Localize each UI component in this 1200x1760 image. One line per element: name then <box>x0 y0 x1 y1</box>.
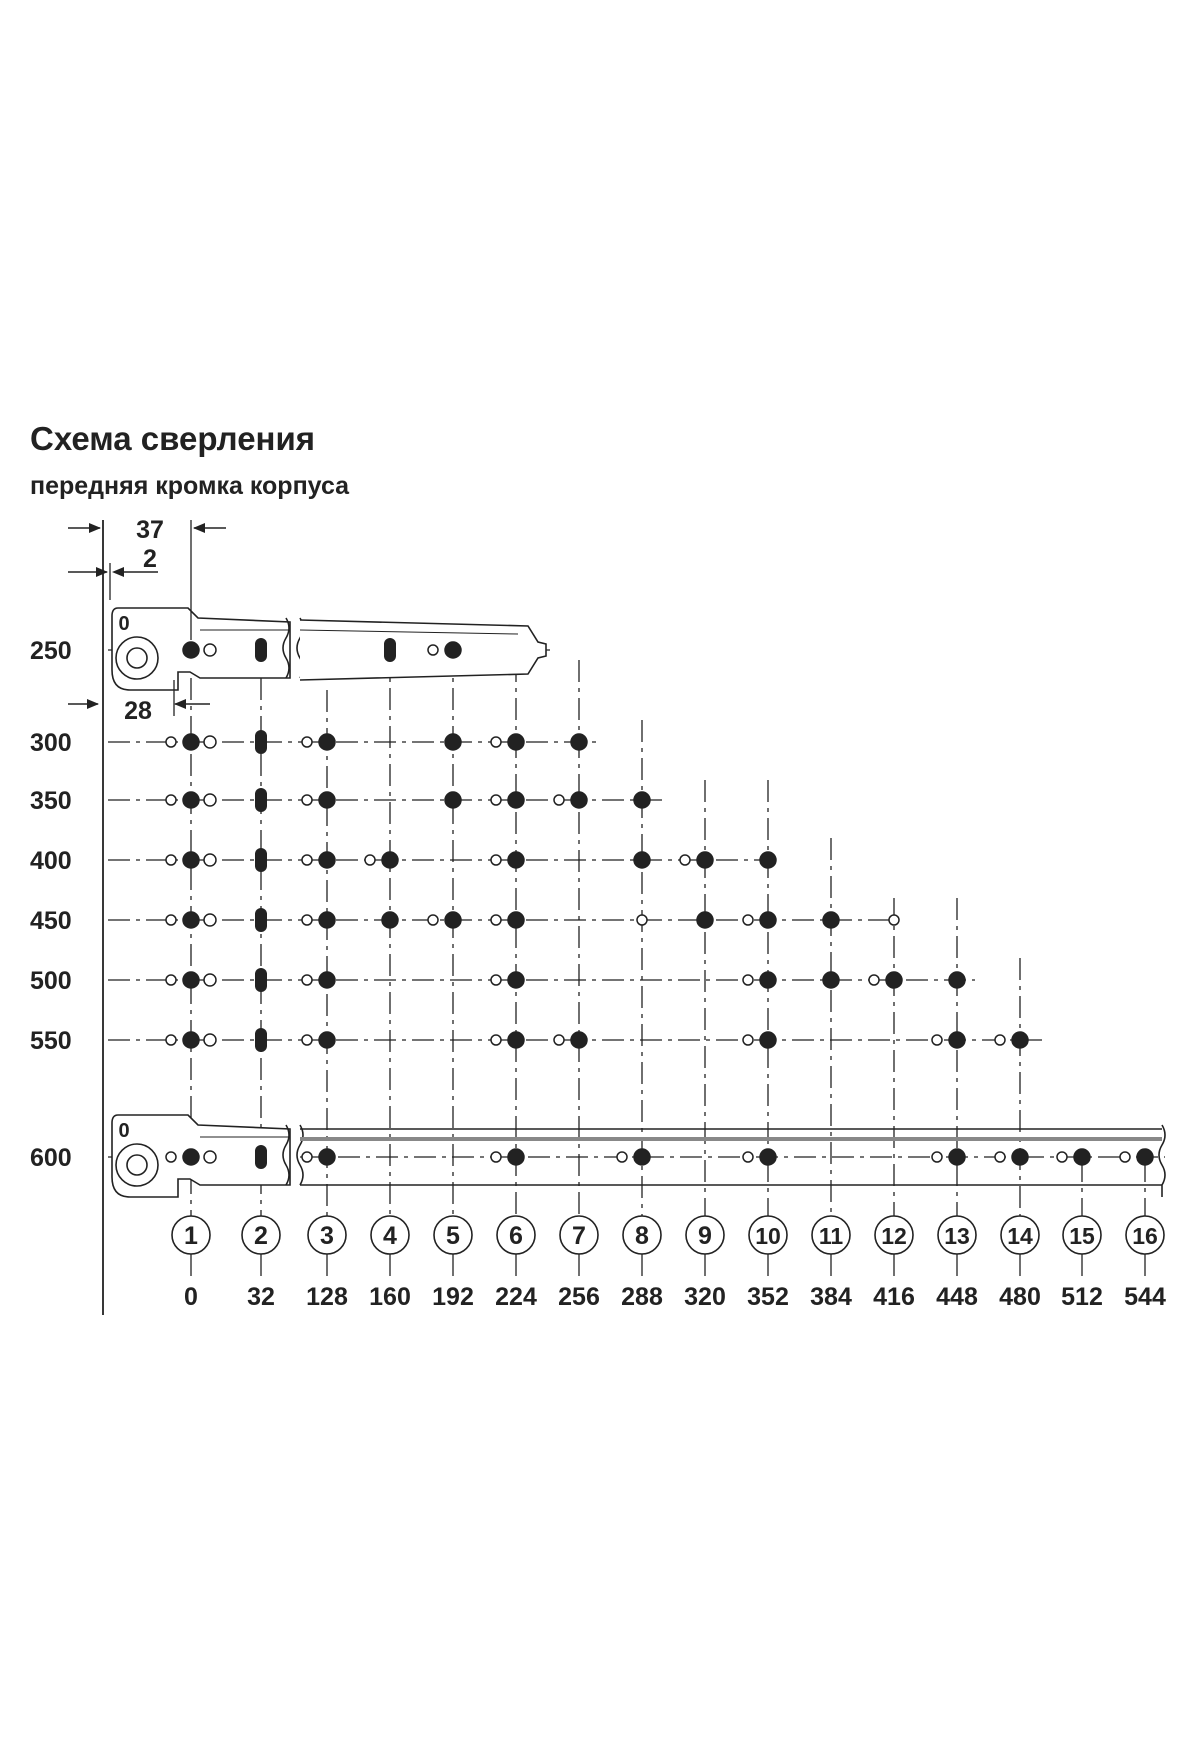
optional-hole <box>302 975 312 985</box>
drill-hole <box>382 912 398 928</box>
column-number: 10 <box>755 1223 781 1249</box>
slide-marker-label: 0 <box>118 1120 130 1142</box>
column-value: 224 <box>495 1283 537 1311</box>
optional-hole <box>554 795 564 805</box>
optional-hole <box>166 915 176 925</box>
drill-hole <box>445 792 461 808</box>
drill-hole <box>183 912 199 928</box>
optional-hole <box>869 975 879 985</box>
column-value: 512 <box>1061 1283 1103 1311</box>
drill-hole <box>1012 1149 1028 1165</box>
column-number: 6 <box>509 1222 523 1250</box>
drill-hole <box>183 792 199 808</box>
row-label: 450 <box>30 907 72 935</box>
optional-hole <box>491 975 501 985</box>
drill-hole <box>319 734 335 750</box>
optional-hole <box>491 855 501 865</box>
optional-hole <box>932 1152 942 1162</box>
slot-hole <box>255 908 267 932</box>
drill-hole <box>1137 1149 1153 1165</box>
drill-hole <box>1012 1032 1028 1048</box>
slide-outlines <box>112 608 1165 1197</box>
drill-hole <box>508 972 524 988</box>
column-number: 9 <box>698 1222 712 1250</box>
column-value: 448 <box>936 1283 978 1311</box>
drill-hole <box>508 1149 524 1165</box>
column-value: 480 <box>999 1283 1041 1311</box>
diagram-title: Схема сверления <box>30 420 316 457</box>
drill-hole <box>183 1032 199 1048</box>
drill-hole <box>183 852 199 868</box>
drill-hole <box>760 972 776 988</box>
slide-outline <box>112 608 546 690</box>
column-number: 11 <box>818 1223 844 1249</box>
drill-hole <box>634 852 650 868</box>
column-value: 352 <box>747 1283 789 1311</box>
drill-hole <box>697 912 713 928</box>
optional-hole <box>204 1151 216 1163</box>
column-number: 7 <box>572 1222 586 1250</box>
optional-hole <box>204 1034 216 1046</box>
drill-hole <box>634 792 650 808</box>
slot-hole <box>255 848 267 872</box>
drill-hole <box>445 912 461 928</box>
drill-hole <box>760 852 776 868</box>
drill-hole <box>508 852 524 868</box>
drill-hole <box>697 852 713 868</box>
optional-hole <box>428 645 438 655</box>
optional-hole <box>491 795 501 805</box>
drill-hole <box>445 642 461 658</box>
drill-hole <box>949 972 965 988</box>
column-number: 15 <box>1069 1223 1095 1249</box>
optional-hole <box>743 975 753 985</box>
column-number: 13 <box>944 1223 970 1249</box>
drill-hole <box>949 1149 965 1165</box>
drill-hole <box>319 912 335 928</box>
optional-hole <box>995 1035 1005 1045</box>
optional-hole <box>302 915 312 925</box>
optional-hole <box>166 737 176 747</box>
roller-inner <box>127 1155 147 1175</box>
holes <box>166 638 1153 1169</box>
optional-hole <box>491 737 501 747</box>
column-number: 14 <box>1007 1223 1033 1249</box>
drill-hole <box>319 972 335 988</box>
optional-hole <box>166 795 176 805</box>
optional-hole <box>365 855 375 865</box>
drill-hole <box>886 972 902 988</box>
drill-hole <box>319 1032 335 1048</box>
column-value: 320 <box>684 1283 726 1311</box>
drill-hole <box>508 734 524 750</box>
arrowhead <box>174 699 186 709</box>
optional-hole <box>554 1035 564 1045</box>
optional-hole <box>302 855 312 865</box>
drill-hole <box>508 792 524 808</box>
slot-hole <box>255 968 267 992</box>
slot-hole <box>255 730 267 754</box>
column-number: 5 <box>446 1222 460 1250</box>
optional-hole <box>166 1152 176 1162</box>
optional-hole <box>428 915 438 925</box>
column-number: 2 <box>254 1222 268 1250</box>
slide-marker-label: 0 <box>118 613 130 635</box>
column-number: 12 <box>881 1223 907 1249</box>
optional-hole <box>302 795 312 805</box>
row-label: 500 <box>30 967 72 995</box>
optional-hole <box>166 1035 176 1045</box>
drill-hole <box>760 1149 776 1165</box>
drill-hole <box>319 852 335 868</box>
optional-hole <box>1120 1152 1130 1162</box>
optional-hole <box>743 1152 753 1162</box>
drill-hole <box>183 972 199 988</box>
arrowhead <box>112 567 124 577</box>
row-lines <box>108 650 1165 1157</box>
drill-hole <box>319 1149 335 1165</box>
slide-rail <box>300 620 546 680</box>
slot-hole <box>255 1145 267 1169</box>
drill-hole <box>760 1032 776 1048</box>
dimension-2-label: 2 <box>143 545 157 573</box>
dimension-37-label: 37 <box>136 516 164 544</box>
drill-hole <box>949 1032 965 1048</box>
column-value: 384 <box>810 1283 852 1311</box>
column-number: 3 <box>320 1222 334 1250</box>
slot-hole <box>255 638 267 662</box>
column-value: 0 <box>184 1283 198 1311</box>
column-number: 1 <box>184 1222 198 1250</box>
slot-hole <box>255 1028 267 1052</box>
dimension-28-label: 28 <box>124 697 152 725</box>
column-value: 192 <box>432 1283 474 1311</box>
optional-hole <box>491 1152 501 1162</box>
column-number: 4 <box>383 1222 397 1250</box>
optional-hole <box>889 915 899 925</box>
row-label: 600 <box>30 1144 72 1172</box>
row-label: 550 <box>30 1027 72 1055</box>
drill-hole <box>1074 1149 1090 1165</box>
optional-hole <box>204 644 216 656</box>
drill-hole <box>571 1032 587 1048</box>
optional-hole <box>166 855 176 865</box>
drill-hole <box>183 642 199 658</box>
arrowhead <box>96 567 108 577</box>
column-number: 8 <box>635 1222 649 1250</box>
optional-hole <box>204 854 216 866</box>
optional-hole <box>680 855 690 865</box>
drill-hole <box>508 1032 524 1048</box>
optional-hole <box>302 737 312 747</box>
row-label: 350 <box>30 787 72 815</box>
drill-hole <box>183 1149 199 1165</box>
column-value: 128 <box>306 1283 348 1311</box>
drill-hole <box>571 734 587 750</box>
column-number: 16 <box>1132 1223 1158 1249</box>
drill-hole <box>382 852 398 868</box>
slot-hole <box>384 638 396 662</box>
break-symbol <box>1159 1125 1165 1197</box>
drill-hole <box>823 912 839 928</box>
column-value: 416 <box>873 1283 915 1311</box>
drill-hole <box>634 1149 650 1165</box>
arrowhead <box>193 523 205 533</box>
optional-hole <box>204 794 216 806</box>
row-label: 300 <box>30 729 72 757</box>
optional-hole <box>204 974 216 986</box>
drill-hole <box>445 734 461 750</box>
optional-hole <box>743 1035 753 1045</box>
column-value: 544 <box>1124 1283 1166 1311</box>
row-label: 250 <box>30 637 72 665</box>
optional-hole <box>166 975 176 985</box>
optional-hole <box>302 1152 312 1162</box>
drill-hole <box>760 912 776 928</box>
drill-hole <box>508 912 524 928</box>
optional-hole <box>1057 1152 1067 1162</box>
column-value: 288 <box>621 1283 663 1311</box>
column-value: 160 <box>369 1283 411 1311</box>
diagram-subtitle: передняя кромка корпуса <box>30 472 350 500</box>
optional-hole <box>932 1035 942 1045</box>
optional-hole <box>743 915 753 925</box>
row-label: 400 <box>30 847 72 875</box>
drill-hole <box>571 792 587 808</box>
optional-hole <box>204 736 216 748</box>
optional-hole <box>302 1035 312 1045</box>
roller-inner <box>127 648 147 668</box>
optional-hole <box>617 1152 627 1162</box>
slot-hole <box>255 788 267 812</box>
arrowhead <box>89 523 101 533</box>
optional-hole <box>637 915 647 925</box>
optional-hole <box>491 1035 501 1045</box>
column-value: 256 <box>558 1283 600 1311</box>
drill-hole <box>319 792 335 808</box>
optional-hole <box>204 914 216 926</box>
column-value: 32 <box>247 1283 275 1311</box>
optional-hole <box>491 915 501 925</box>
arrowhead <box>87 699 99 709</box>
drill-hole <box>183 734 199 750</box>
drill-hole <box>823 972 839 988</box>
optional-hole <box>995 1152 1005 1162</box>
